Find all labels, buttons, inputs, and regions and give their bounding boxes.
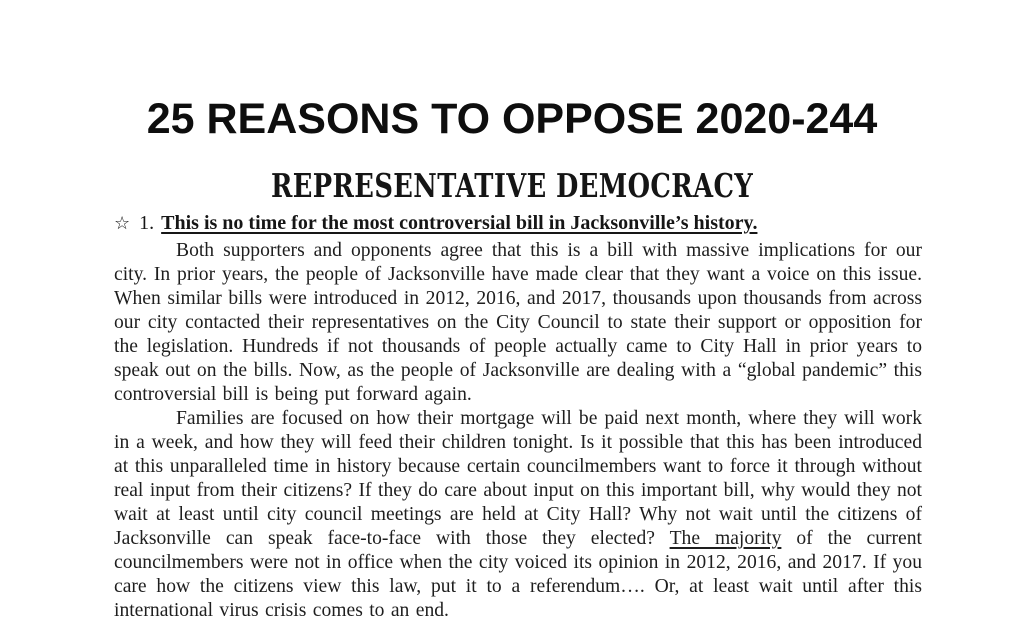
document-title: 25 REASONS TO OPPOSE 2020-244 [146, 95, 878, 143]
body-paragraphs [114, 239, 922, 623]
section-heading [0, 166, 1024, 205]
underlined-text: The majority [669, 528, 782, 549]
item-1-title: This is no time for the most controversial bill in Jacksonville’s history. [161, 212, 758, 234]
item-1-number: 1. [139, 212, 155, 234]
paragraph [114, 407, 922, 623]
star-icon: ☆ [114, 213, 131, 234]
paragraph [114, 239, 922, 407]
paragraph-text: of the current councilmembers were not in office when the city voiced its opinion in 2012, 2016, and 2017. If you care how the citizens view this law, put it to a referendum…. Or, at least wait until after this international virus crisis comes to an end. [114, 528, 922, 621]
item-1-heading [114, 211, 922, 236]
paragraph-text: Both supporters and opponents agree that this is a bill with massive implications for our city. In prior years, the people of Jacksonville have made clear that they want a voice on this issue. When similar bills were introduced in 2012, 2016, and 2017, thousands upon thousands from across our city contacted their representatives on the City Council to state their support or opposition for the legislation. Hundreds if not thousands of people actually came to City Hall in prior years to speak out on the bills. Now, as the people of Jacksonville are dealing with a “global pandemic” this controversial bill is being put forward again. [114, 240, 922, 405]
section-heading-text: REPRESENTATIVE DEMOCRACY [270, 166, 754, 205]
document-body [114, 211, 922, 623]
paragraph-text: Families are focused on how their mortgage will be paid next month, where they will work in a week, and how they will feed their children tonight. Is it possible that this has been introduced at this unparalleled time in history because certain councilmembers want to force it through without real input from their citizens? If they do care about input on this important bill, why would they not wait at least until city council meetings are held at City Hall? Why not wait until the citizens of Jacksonville can speak face-to-face with those they elected? [114, 408, 922, 549]
